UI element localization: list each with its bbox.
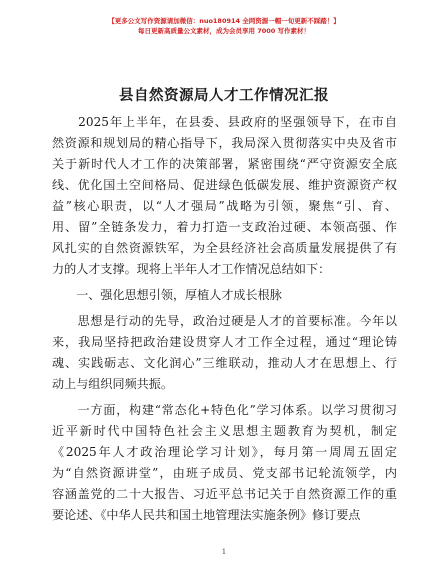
text-line: 风扎实的自然资源铁军，为全县经济社会高质量发展提供了有 bbox=[52, 241, 397, 255]
paragraph bbox=[52, 112, 397, 280]
text-line: 动上与组织同频共振。 bbox=[52, 377, 173, 391]
text-line: 益”核心职责，以“人才强局”战略为引领，聚焦“引、育、 bbox=[52, 199, 397, 213]
text-line: 线、优化国土空间格局、促进绿色低碳发展、维护资源资产权 bbox=[52, 178, 397, 192]
text-line: 一方面，构建“常态化+特色化”学习体系。以学习贯彻习 bbox=[52, 403, 397, 417]
document-title: 县自然资源局人才工作情况汇报 bbox=[119, 88, 329, 104]
text-line: 用、留”全链条发力，着力打造一支政治过硬、本领高强、作 bbox=[52, 220, 397, 234]
text-line: 关于新时代人才工作的决策部署，紧密围绕“严守资源安全底 bbox=[52, 157, 397, 171]
text-line: 要论述、《中华人民共和国土地管理法实施条例》修订要点 bbox=[52, 508, 361, 522]
promo-banner-line-1: 【更多公文写作资源请加微信：nuo180914 全网资源一帽一旬更新不踩踏！】 bbox=[108, 17, 340, 25]
text-line: 2025年上半年，在县委、县政府的坚强领导下，在市自 bbox=[52, 115, 397, 129]
text-line: 力的人才支撑。现将上半年人才工作情况总结如下： bbox=[52, 262, 331, 276]
document-body bbox=[52, 112, 397, 526]
text-line: 来，我局坚持把政治建设贯穿人才工作全过程，通过“理论铸 bbox=[52, 335, 397, 349]
paragraph bbox=[52, 400, 397, 526]
text-line: 为“自然资源讲堂”，由班子成员、党支部书记轮流领学，内 bbox=[52, 466, 397, 480]
text-line: 近平新时代中国特色社会主义思想主题教育为契机，制定 bbox=[52, 424, 397, 438]
paragraph bbox=[52, 311, 397, 395]
paragraph bbox=[52, 285, 397, 306]
text-line: 思想是行动的先导，政治过硬是人才的首要标准。今年以 bbox=[52, 314, 397, 328]
text-line: 容涵盖党的二十大报告、习近平总书记关于自然资源工作的重 bbox=[52, 487, 397, 501]
text-line: 魂、实践砺志、文化润心”三维联动，推动人才在思想上、行 bbox=[52, 356, 397, 370]
page-number: 1 bbox=[221, 548, 227, 556]
text-line: 然资源和规划局的精心指导下，我局深入贯彻落实中央及省市 bbox=[52, 136, 397, 150]
promo-banner bbox=[0, 16, 448, 36]
promo-banner-line-2: 每日更新高质量公文素材，成为会员享用 7000 写作素材！ bbox=[137, 27, 311, 35]
text-line: 《2025年人才政治理论学习计划》，每月第一周周五固定 bbox=[52, 445, 397, 459]
text-line: 一、强化思想引领，厚植人才成长根脉 bbox=[52, 288, 282, 302]
